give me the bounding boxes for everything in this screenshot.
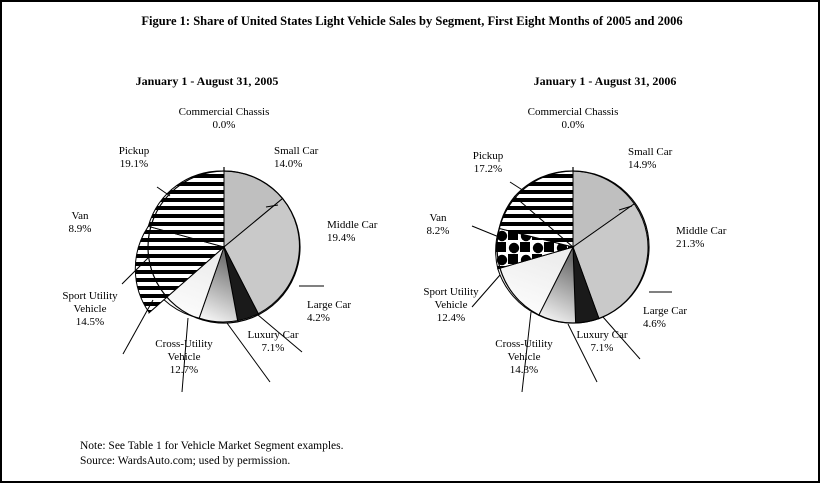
label-large-car-2006: [643, 305, 687, 331]
label-pickup-2005: [94, 145, 174, 171]
label-middle-car-pct-2006: 21.3%: [676, 238, 705, 250]
label-sport-utility-2005: [42, 290, 138, 329]
page-title: Figure 1: Share of United States Light Vehicle Sales by Segment, First Eight Months of 2005 and 2006: [141, 14, 683, 28]
label-large-car-pct-2006: 4.6%: [643, 318, 666, 330]
label-van-2005: [50, 210, 110, 236]
label-large-car-pct-2005: 4.2%: [307, 312, 330, 324]
pie-panel-2005: [2, 62, 412, 422]
label-luxury-car-pct-2006: 7.1%: [590, 342, 614, 354]
label-sport-utility-name-2005: Sport Utility: [62, 290, 118, 302]
label-small-car-name-2005: Small Car: [274, 145, 319, 157]
label-small-car-2005: [274, 145, 318, 171]
panel-title-2005: January 1 - August 31, 2005: [135, 74, 279, 88]
label-luxury-car-name-2005: Luxury Car: [247, 329, 299, 341]
label-cross-utility-2005: [132, 338, 236, 377]
label-large-car-name-2005: Large Car: [307, 299, 352, 311]
label-cross-utility-name2-2005: Vehicle: [167, 351, 201, 363]
label-middle-car-name-2005: Middle Car: [327, 219, 378, 231]
label-van-name-2005: Van: [71, 210, 89, 222]
label-middle-car-pct-2005: 19.4%: [327, 232, 356, 244]
label-luxury-car-name-2006: Luxury Car: [576, 329, 628, 341]
label-commercial-chassis-name-2006: Commercial Chassis: [527, 106, 619, 118]
label-middle-car-2006: [676, 225, 726, 251]
label-luxury-car-pct-2005: 7.1%: [261, 342, 285, 354]
label-van-pct-2005: 8.9%: [68, 223, 92, 235]
label-large-car-name-2006: Large Car: [643, 305, 688, 317]
label-sport-utility-name-2006: Sport Utility: [423, 286, 479, 298]
label-cross-utility-name-2005: Cross-Utility: [155, 338, 213, 350]
label-small-car-2006: [628, 146, 672, 172]
leader-van-2006: [472, 226, 499, 237]
label-pickup-2006: [448, 150, 528, 176]
label-middle-car-2005: [327, 219, 377, 245]
label-small-car-name-2006: Small Car: [628, 146, 673, 158]
label-sport-utility-2006: [403, 286, 499, 325]
label-pickup-pct-2005: 19.1%: [119, 158, 149, 170]
note-line-1: Note: See Table 1 for Vehicle Market Segment examples.: [80, 440, 344, 452]
label-van-name-2006: Van: [429, 212, 447, 224]
label-sport-utility-name2-2006: Vehicle: [434, 299, 468, 311]
leader-pickup-2006: [510, 182, 524, 191]
label-luxury-car-2005: [234, 329, 312, 355]
panel-title-2006: January 1 - August 31, 2006: [533, 74, 677, 88]
label-commercial-chassis-2005: [154, 106, 294, 132]
label-commercial-chassis-pct-2005: 0.0%: [212, 119, 236, 131]
label-commercial-chassis-pct-2006: 0.0%: [561, 119, 585, 131]
label-sport-utility-pct-2006: 12.4%: [436, 312, 466, 324]
label-van-2006: [408, 212, 468, 238]
label-small-car-pct-2005: 14.0%: [274, 158, 303, 170]
label-commercial-chassis-name-2005: Commercial Chassis: [178, 106, 270, 118]
label-pickup-name-2005: Pickup: [118, 145, 150, 157]
label-commercial-chassis-2006: [503, 106, 643, 132]
leader-pickup-2005: [157, 187, 170, 196]
label-cross-utility-pct-2006: 14.3%: [509, 364, 539, 376]
label-small-car-pct-2006: 14.9%: [628, 159, 657, 171]
label-cross-utility-name-2006: Cross-Utility: [495, 338, 553, 350]
label-sport-utility-name2-2005: Vehicle: [73, 303, 107, 315]
label-van-pct-2006: 8.2%: [426, 225, 450, 237]
figure-note: [80, 439, 344, 469]
label-pickup-pct-2006: 17.2%: [473, 163, 503, 175]
label-cross-utility-2006: [472, 338, 576, 377]
label-cross-utility-pct-2005: 12.7%: [169, 364, 199, 376]
note-line-2: Source: WardsAuto.com; used by permission.: [80, 455, 291, 467]
label-pickup-name-2006: Pickup: [472, 150, 504, 162]
label-sport-utility-pct-2005: 14.5%: [75, 316, 105, 328]
label-large-car-2005: [307, 299, 351, 325]
label-middle-car-name-2006: Middle Car: [676, 225, 727, 237]
label-cross-utility-name2-2006: Vehicle: [507, 351, 541, 363]
pie-panel-2006: [400, 62, 810, 422]
